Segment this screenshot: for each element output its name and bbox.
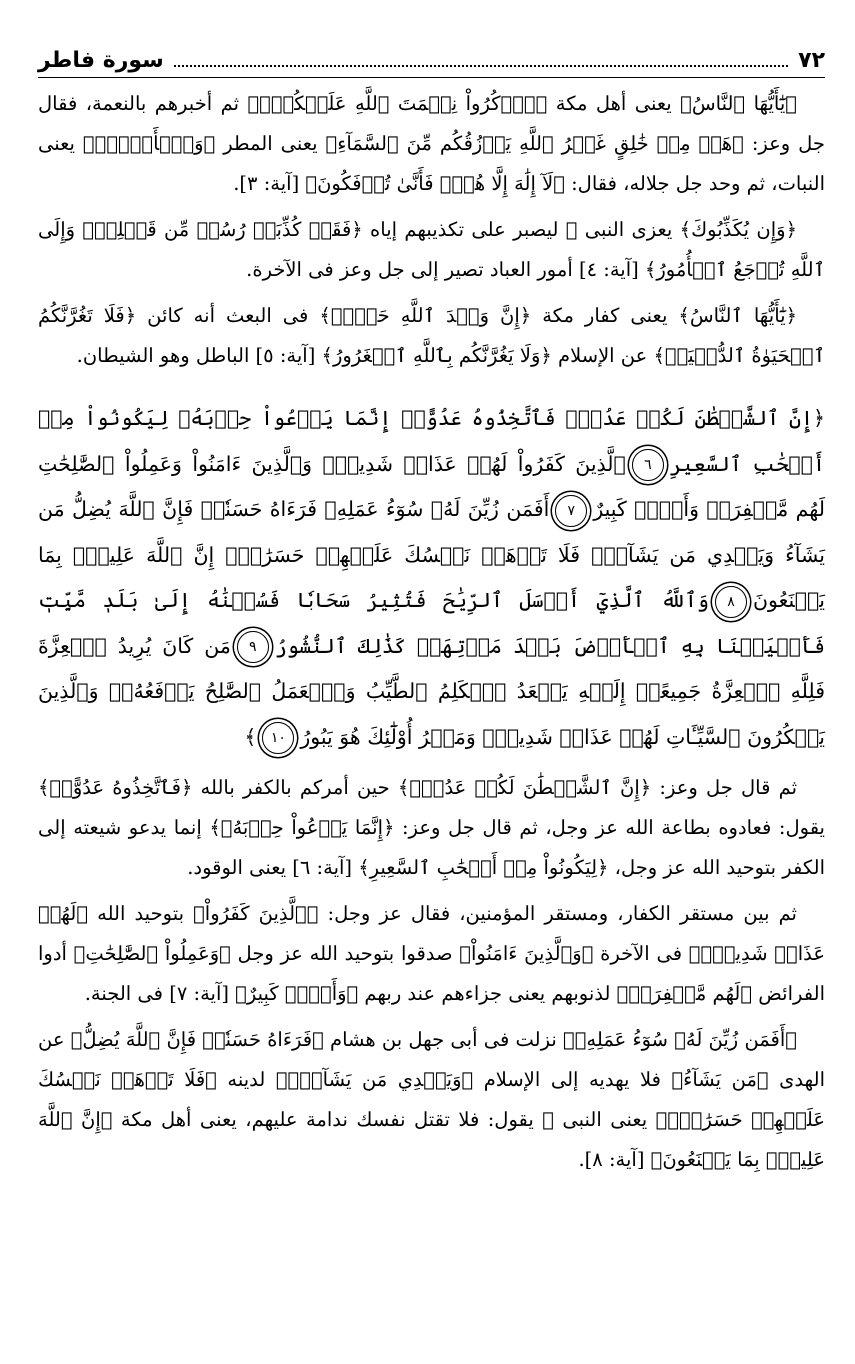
commentary-paragraph-4: ثم قال جل وعز: ﴿إِنَّ ٱلشَّيۡطَٰنَ لَكُمۡ عَدُوّٞ﴾ حين أمركم بالكفر بالله ﴿فَٱتَّخِذُوهُ عَدُوًّاۚ﴾ يقول: فعادوه بطاعة الله عز وجل، ثم قال جل وعز: ﴿إِنَّمَا يَدۡعُواْ حِزۡبَهُۥ﴾ إنما يدعو شيعته إلى الكفر بتوحيد الله عز وجل، ﴿لِيَكُونُواْ مِنۡ أَصۡحَٰبِ ٱلسَّعِيرِ﴾ [آية: ٦] يعنى الوقود. [38,776,825,879]
page-number: ٧٢ [798,48,825,73]
page-header [38,48,825,78]
verse-text-7: ٱلَّذِينَ كَفَرُواْ لَهُمۡ عَذَابٞ شَدِيدٞۖ وَٱلَّذِينَ ءَامَنُواْ وَعَمِلُواْ ٱلصَّٰلِحَٰتِ لَهُم مَّغۡفِرَةٞ وَأَجۡرٞ كَبِيرٌ [38,451,825,521]
commentary-paragraph-6: ﴿أَفَمَن زُيِّنَ لَهُۥ سُوٓءُ عَمَلِهِۦ﴾ نزلت فى أبى جهل بن هشام ﴿فَرَءَاهُ حَسَنٗاۖ فَإِنَّ ٱللَّهَ يُضِلُّ﴾ عن الهدى ﴿مَن يَشَآءُ﴾ فلا يهديه إلى الإسلام ﴿وَيَهۡدِي مَن يَشَآءُۖ﴾ لدينه ﴿فَلَا تَذۡهَبۡ نَفۡسُكَ عَلَيۡهِمۡ حَسَرَٰتٍۚ﴾ يعنى النبى ﷺ يقول: فلا تقتل نفسك ندامة عليهم، يعنى أهل مكة ﴿إِنَّ ٱللَّهَ عَلِيمُۢ بِمَا يَصۡنَعُونَ﴾ [آية: ٨]. [38,1028,825,1171]
verse-number-marker-9: ٩ [237,631,269,663]
quran-closing-bracket: ﴾ [244,724,257,749]
commentary-paragraph-3: ﴿يَٰٓأَيُّهَا ٱلنَّاسُ﴾ يعنى كفار مكة ﴿إِنَّ وَعۡدَ ٱللَّهِ حَقّٞۖ﴾ فى البعث أنه كائن ﴿فَلَا تَغُرَّنَّكُمُ ٱلۡحَيَوٰةُ ٱلدُّنۡيَاۖ﴾ عن الإسلام ﴿وَلَا يَغُرَّنَّكُم بِٱللَّهِ ٱلۡغَرُورُ﴾ [آية: ٥] الباطل وهو الشيطان. [38,304,825,367]
verse-number-marker-10: ١٠ [262,722,294,754]
verse-number-marker-8: ٨ [715,586,747,618]
section-gap [38,382,825,392]
verse-number-marker-7: ٧ [555,495,587,527]
verse-text-8: أَفَمَن زُيِّنَ لَهُۥ سُوٓءُ عَمَلِهِۦ فَرَءَاهُ حَسَنٗاۖ فَإِنَّ ٱللَّهَ يُضِلُّ مَن يَشَآءُ وَيَهۡدِي مَن يَشَآءُۖ فَلَا تَذۡهَبۡ نَفۡسُكَ عَلَيۡهِمۡ حَسَرَٰتٍۚ إِنَّ ٱللَّهَ عَلِيمُۢ بِمَا يَصۡنَعُونَ [38,497,825,612]
verse-text-9: وَٱللَّهُ ٱلَّذِيٓ أَرۡسَلَ ٱلرِّيَٰحَ فَتُثِيرُ سَحَابٗا فَسُقۡنَٰهُ إِلَىٰ بَلَدٖ مَّيِّتٖ فَأَحۡيَيۡنَا بِهِ ٱلۡأَرۡضَ بَعۡدَ مَوۡتِهَاۚ كَذَٰلِكَ ٱلنُّشُورُ [38,588,825,658]
surah-title: سورة فاطر [38,48,164,73]
commentary-paragraph-5: ثم بين مستقر الكفار، ومستقر المؤمنين، فقال عز وجل: ﴿ٱلَّذِينَ كَفَرُواْ﴾ بتوحيد الله ﴿لَهُمۡ عَذَابٞ شَدِيدٞۖ﴾ فى الآخرة ﴿وَٱلَّذِينَ ءَامَنُواْ﴾ صدقوا بتوحيد الله عز وجل ﴿وَعَمِلُواْ ٱلصَّٰلِحَٰتِ﴾ أدوا الفرائض ﴿لَهُم مَّغۡفِرَةٞ﴾ لذنوبهم يعنى جزاءهم عند ربهم ﴿وَأَجۡرٞ كَبِيرٌ﴾ [آية: ٧] فى الجنة. [38,902,825,1005]
commentary-paragraph-1: ﴿يَٰٓأَيُّهَا ٱلنَّاسُ﴾ يعنى أهل مكة ﴿ٱذۡكُرُواْ نِعۡمَتَ ٱللَّهِ عَلَيۡكُمۡۚ﴾ ثم أخبرهم بالنعمة، فقال جل وعز: ﴿هَلۡ مِنۡ خَٰلِقٍ غَيۡرُ ٱللَّهِ يَرۡزُقُكُم مِّنَ ٱلسَّمَآءِ﴾ يعنى المطر ﴿وَٱلۡأَرۡضِۚ﴾ يعنى النبات، ثم وحد جل جلاله، فقال: ﴿لَآ إِلَٰهَ إِلَّا هُوَۖ فَأَنَّىٰ تُؤۡفَكُونَ﴾ [آية: ٣]. [38,92,825,195]
verse-number-marker-6: ٦ [632,449,664,481]
commentary-paragraph-2: ﴿وَإِن يُكَذِّبُوكَ﴾ يعزى النبى ﷺ ليصبر على تكذيبهم إياه ﴿فَقَدۡ كُذِّبَتۡ رُسُلٞ مِّن قَبۡلِكَۚ وَإِلَى ٱللَّهِ تُرۡجَعُ ٱلۡأُمُورُ﴾ [آية: ٤] أمور العباد تصير إلى جل وعز فى الآخرة. [38,218,825,281]
verse-text-6: ﴿إِنَّ ٱلشَّيۡطَٰنَ لَكُمۡ عَدُوّٞ فَٱتَّخِذُوهُ عَدُوًّاۚ إِنَّمَا يَدۡعُواْ حِزۡبَهُۥ لِيَكُونُواْ مِنۡ أَصۡحَٰبِ ٱلسَّعِيرِ [38,406,825,476]
quran-verses-block [38,396,825,760]
verse-text-10: مَن كَانَ يُرِيدُ ٱلۡعِزَّةَ فَلِلَّهِ ٱلۡعِزَّةُ جَمِيعًاۚ إِلَيۡهِ يَصۡعَدُ ٱلۡكَلِمُ ٱلطَّيِّبُ وَٱلۡعَمَلُ ٱلصَّٰلِحُ يَرۡفَعُهُۥۚ وَٱلَّذِينَ يَمۡكُرُونَ ٱلسَّيِّـَٔاتِ لَهُمۡ عَذَابٞ شَدِيدٞۖ وَمَكۡرُ أُوْلَٰٓئِكَ هُوَ يَبُورُ [38,633,825,749]
header-dotted-leader [174,65,788,67]
